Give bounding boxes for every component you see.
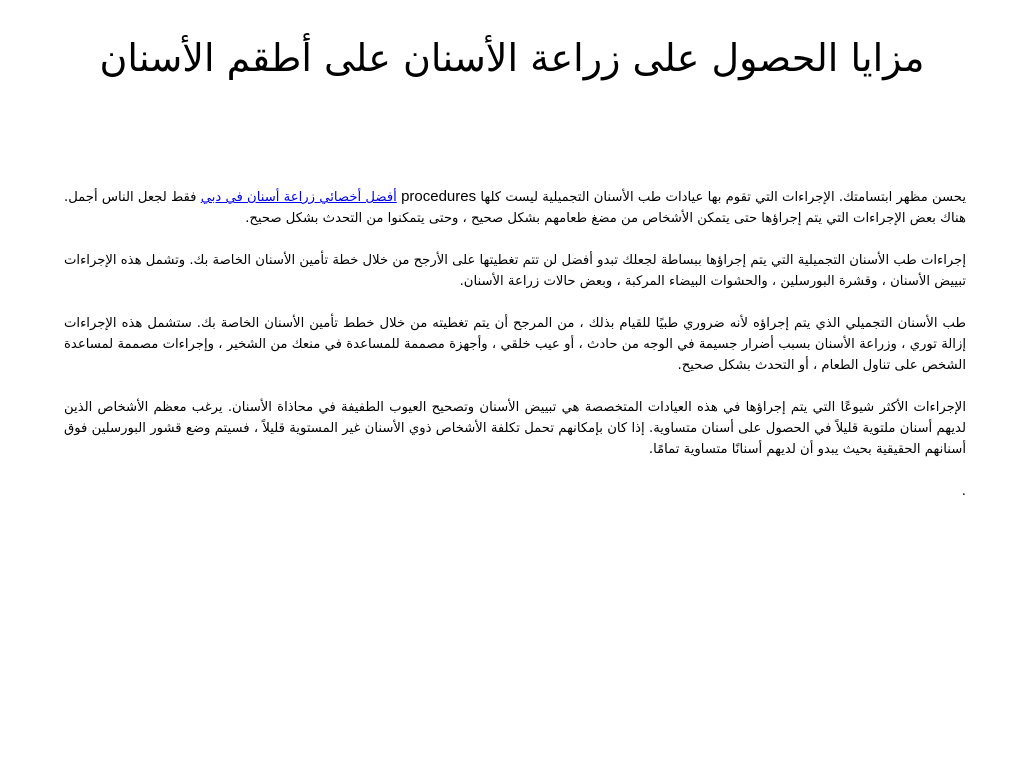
paragraph-4: الإجراءات الأكثر شيوعًا التي يتم إجراؤها في هذه العيادات المتخصصة هي تبييض الأسنان وتصحيح العيوب الطفيفة في محاذاة الأسنان. يرغب معظم الأشخاص الذين لديهم أسنان ملتوية قليلاً في الحصول على أسنان متساوية. إذا كان بإمكانهم تحمل تكلفة الأشخاص ذوي الأسنان غير المستوية قليلاً ، فسيتم وضع قشور البورسلين فوق أسنانهم الحقيقية بحيث يبدو أن لديهم أسنانًا متساوية تمامًا.	[64, 400, 966, 457]
dubai-implant-specialist-link[interactable]: أفضل أخصائي زراعة أسنان في دبي	[200, 190, 397, 205]
paragraph-2: إجراءات طب الأسنان التجميلية التي يتم إجراؤها ببساطة لجعلك تبدو أفضل لن تتم تغطيتها على الأرجح من خلال خطة تأمين الأسنان الخاصة بك. وتشمل هذه الإجراءات تبييض الأسنان ، وقشرة البورسلين ، والحشوات البيضاء المركبة ، وبعض حالات زراعة الأسنان.	[64, 253, 966, 289]
paragraph-1-text-start: يحسن مظهر ابتسامتك. الإجراءات التي تقوم بها عيادات طب الأسنان التجميلية ليست كلها	[476, 190, 966, 205]
paragraph-3: طب الأسنان التجميلي الذي يتم إجراؤه لأنه ضروري طبيًا للقيام بذلك ، من المرجح أن يتم تغطيته من خلال خطط تأمين الأسنان الخاصة بك. ستشمل هذه الإجراءات إزالة توري ، وزراعة الأسنان بسبب أضرار جسيمة في الوجه من حادث ، أو عيب خلقي ، وأجهزة مصممة للمساعدة في منعك من الشخير ، وإجراءات مصممة لمساعدة الشخص على تناول الطعام ، أو التحدث بشكل صحيح.	[64, 316, 966, 373]
paragraph-1	[64, 186, 966, 229]
slide-body	[64, 186, 966, 502]
slide-title: مزايا الحصول على زراعة الأسنان على أطقم الأسنان	[99, 36, 925, 80]
paragraph-5: .	[961, 484, 966, 499]
procedures-word: procedures	[401, 188, 477, 205]
paragraph-1-text-end: فقط لجعل الناس أجمل. هناك بعض الإجراءات التي يتم إجراؤها حتى يتمكن الأشخاص من مضغ طعامهم بشكل صحيح ، وحتى يتمكنوا من التحدث بشكل صحيح.	[64, 190, 966, 226]
